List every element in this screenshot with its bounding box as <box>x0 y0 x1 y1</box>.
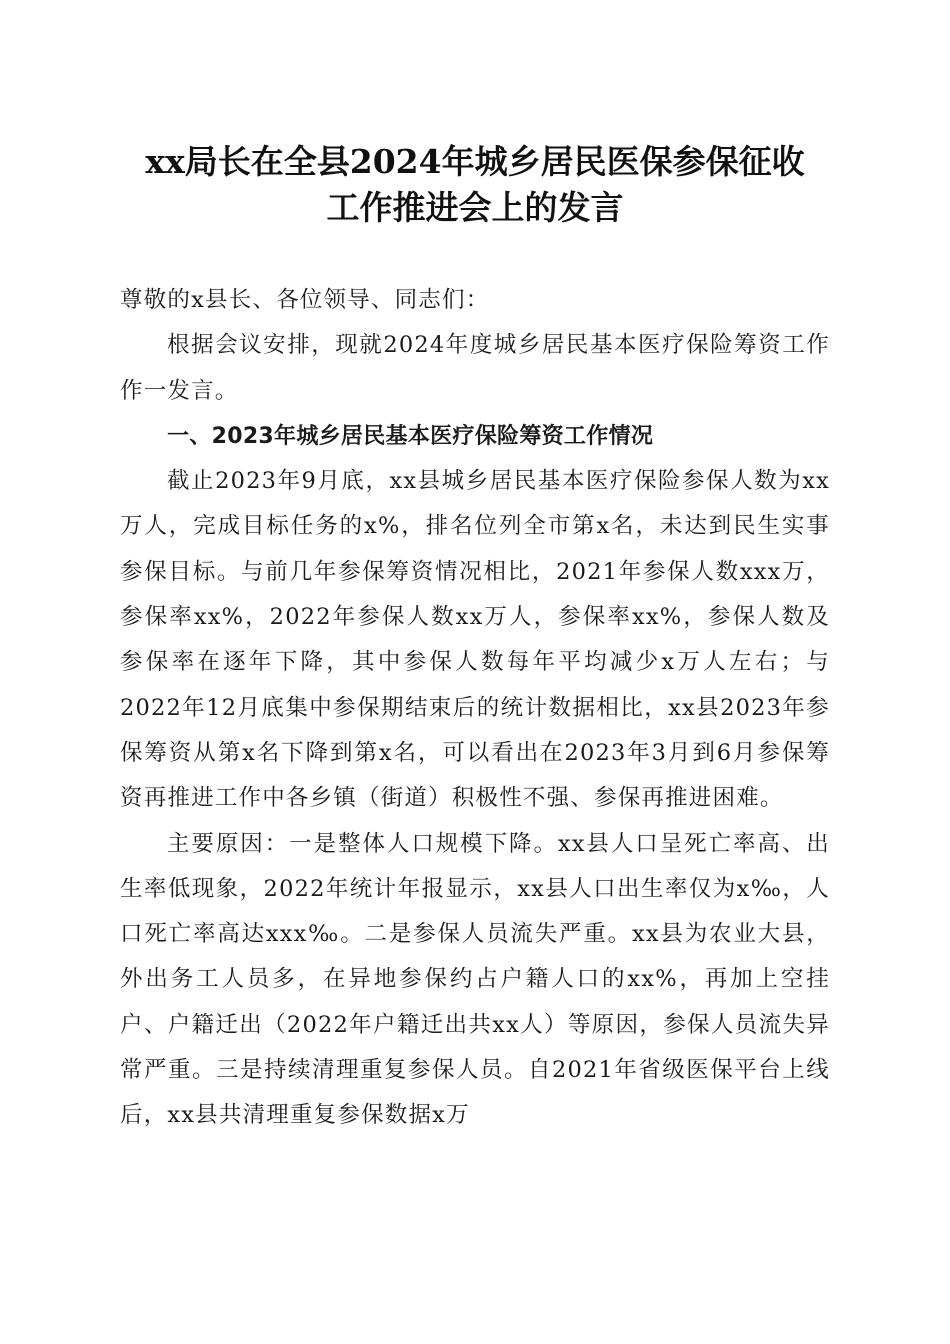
document-body <box>120 278 830 1139</box>
document-title-line-2: 工作推进会上的发言 <box>326 188 624 227</box>
section-1-heading: 一、2023年城乡居民基本医疗保险筹资工作情况 <box>167 423 654 449</box>
salutation: 尊敬的x县长、各位领导、同志们： <box>120 287 490 313</box>
intro-paragraph: 根据会议安排，现就2024年度城乡居民基本医疗保险筹资工作作一发言。 <box>120 332 830 404</box>
section-1-paragraph-1: 截止2023年9月底，xx县城乡居民基本医疗保险参保人数为xx万人，完成目标任务的x%，排名位列全市第x名，未达到民生实事参保目标。与前几年参保筹资情况相比，2021年参保人数xxx万，参保率xx%，2022年参保人数xx万人，参保率xx%，参保人数及参保率在逐年下降，其中参保人数每年平均减少x万人左右；与2022年12月底集中参保期结束后的统计数据相比，xx县2023年参保筹资从第x名下降到第x名，可以看出在2023年3月到6月参保筹资再推进工作中各乡镇（街道）积极性不强、参保再推进困难。 <box>120 468 830 812</box>
section-1-paragraph-2: 主要原因：一是整体人口规模下降。xx县人口呈死亡率高、出生率低现象，2022年统计年报显示，xx县人口出生率仅为x‰，人口死亡率高达xxx‰。二是参保人员流失严重。xx县为农业大县，外出务工人员多，在异地参保约占户籍人口的xx%，再加上空挂户、户籍迁出（2022年户籍迁出共xx人）等原因，参保人员流失异常严重。三是持续清理重复参保人员。自2021年省级医保平台上线后，xx县共清理重复参保数据x万 <box>120 830 830 1129</box>
document-title-line-1: xx局长在全县2024年城乡居民医保参保征收 <box>145 142 805 181</box>
